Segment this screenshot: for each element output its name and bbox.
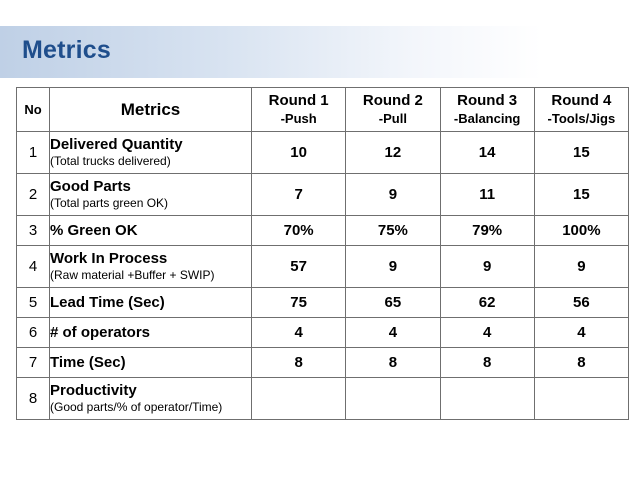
- value-cell: 14: [440, 132, 534, 174]
- value-cell: 7: [252, 174, 346, 216]
- table-row: [17, 348, 629, 378]
- value-cell: 62: [440, 288, 534, 318]
- header-metrics: Metrics: [50, 88, 252, 132]
- row-number: 2: [17, 174, 50, 216]
- metric-label: # of operators: [50, 323, 151, 341]
- round-sub: -Pull: [378, 111, 407, 126]
- value-cell: 70%: [252, 216, 346, 246]
- table-row: [17, 174, 629, 216]
- table-row: [17, 246, 629, 288]
- page-title: Metrics: [22, 36, 111, 64]
- metric-label: Lead Time (Sec): [50, 293, 165, 311]
- metric-cell: [50, 348, 252, 378]
- row-number: 4: [17, 246, 50, 288]
- round-name: Round 4: [551, 92, 612, 109]
- metric-cell: [50, 174, 252, 216]
- value-cell: 4: [534, 318, 628, 348]
- header-no: No: [17, 88, 50, 132]
- value-cell: 75%: [346, 216, 440, 246]
- row-number: 6: [17, 318, 50, 348]
- metric-label: Productivity: [50, 382, 137, 399]
- value-cell: 9: [346, 174, 440, 216]
- table-header-row: [17, 88, 629, 132]
- round-name: Round 3: [457, 92, 518, 109]
- metric-cell: [50, 378, 252, 420]
- value-cell: 4: [346, 318, 440, 348]
- value-cell: [534, 378, 628, 420]
- row-number: 5: [17, 288, 50, 318]
- metric-sublabel: (Good parts/% of operator/Time): [50, 400, 223, 414]
- table-row: [17, 132, 629, 174]
- round-name: Round 1: [268, 92, 329, 109]
- table-row: [17, 318, 629, 348]
- value-cell: [440, 378, 534, 420]
- value-cell: 65: [346, 288, 440, 318]
- value-cell: 9: [440, 246, 534, 288]
- value-cell: 12: [346, 132, 440, 174]
- metric-cell: [50, 246, 252, 288]
- value-cell: 10: [252, 132, 346, 174]
- metric-cell: [50, 216, 252, 246]
- header-round-3: [440, 88, 534, 132]
- table-row: [17, 288, 629, 318]
- value-cell: [346, 378, 440, 420]
- metrics-table: [16, 87, 629, 420]
- value-cell: 100%: [534, 216, 628, 246]
- row-number: 8: [17, 378, 50, 420]
- metric-label: Good Parts: [50, 178, 131, 195]
- table-row: [17, 216, 629, 246]
- value-cell: [252, 378, 346, 420]
- header-round-1: [252, 88, 346, 132]
- value-cell: 4: [252, 318, 346, 348]
- table-row: [17, 378, 629, 420]
- row-number: 3: [17, 216, 50, 246]
- round-sub: -Push: [280, 111, 317, 126]
- metric-label: % Green OK: [50, 221, 138, 239]
- value-cell: 15: [534, 174, 628, 216]
- metric-label: Time (Sec): [50, 353, 126, 371]
- header-round-2: [346, 88, 440, 132]
- round-sub: -Tools/Jigs: [547, 111, 616, 126]
- value-cell: 8: [534, 348, 628, 378]
- value-cell: 9: [346, 246, 440, 288]
- metric-cell: [50, 132, 252, 174]
- round-name: Round 2: [362, 92, 423, 109]
- value-cell: 11: [440, 174, 534, 216]
- metric-sublabel: (Raw material +Buffer + SWIP): [50, 268, 215, 282]
- row-number: 7: [17, 348, 50, 378]
- value-cell: 15: [534, 132, 628, 174]
- row-number: 1: [17, 132, 50, 174]
- value-cell: 9: [534, 246, 628, 288]
- metric-cell: [50, 318, 252, 348]
- value-cell: 8: [440, 348, 534, 378]
- value-cell: 4: [440, 318, 534, 348]
- metric-label: Delivered Quantity: [50, 136, 183, 153]
- value-cell: 8: [346, 348, 440, 378]
- value-cell: 57: [252, 246, 346, 288]
- value-cell: 56: [534, 288, 628, 318]
- metric-cell: [50, 288, 252, 318]
- round-sub: -Balancing: [453, 111, 521, 126]
- metric-sublabel: (Total parts green OK): [50, 196, 169, 210]
- value-cell: 75: [252, 288, 346, 318]
- metric-label: Work In Process: [50, 250, 168, 267]
- value-cell: 8: [252, 348, 346, 378]
- header-round-4: [534, 88, 628, 132]
- metric-sublabel: (Total trucks delivered): [50, 154, 171, 168]
- value-cell: 79%: [440, 216, 534, 246]
